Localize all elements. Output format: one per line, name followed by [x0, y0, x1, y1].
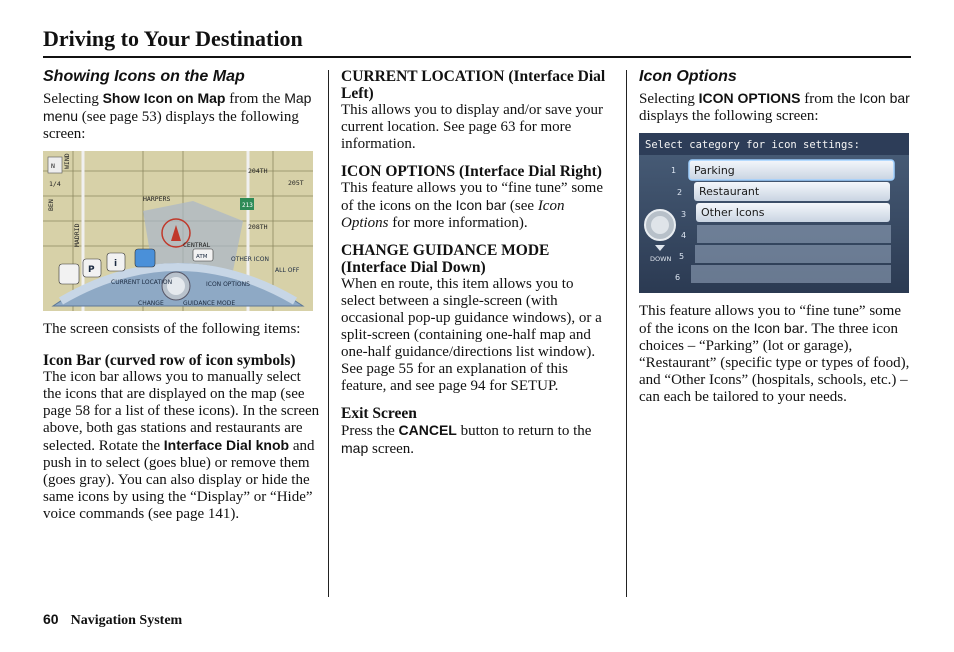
- map-street-label: WIND: [63, 153, 71, 169]
- paragraph-change-guidance: When en route, this item allows you to select between a single-screen (with occasional pop-up guidance windows), or a split-screen (containing one-half map and one-half guidance/directions list window). See page 55 for an explanation of this feature, and see page 94 for SETUP.: [341, 276, 602, 394]
- heading-current-location: CURRENT LOCATION (Interface Dial Left): [341, 68, 606, 102]
- column-divider-1: [328, 70, 329, 597]
- change-label: CHANGE: [138, 300, 164, 307]
- all-off-label: ALL OFF: [275, 267, 300, 274]
- column-2: [341, 68, 611, 458]
- map-street-label: 208TH: [248, 223, 268, 231]
- other-icon-label: OTHER ICON: [231, 256, 269, 263]
- heading-exit-screen: Exit Screen: [341, 405, 417, 422]
- parking-icon: P: [88, 265, 95, 275]
- map-street-label: CENTRAL: [183, 241, 211, 249]
- icon-options-label: ICON OPTIONS: [206, 281, 250, 288]
- section-heading-show-icons: Showing Icons on the Map: [43, 68, 245, 85]
- page-footer: [43, 611, 182, 629]
- heading-change-guidance: CHANGE GUIDANCE MODE (Interface Dial Down): [341, 242, 550, 276]
- option-restaurant: Restaurant: [699, 185, 760, 198]
- paragraph-screen-note: The screen consists of the following items:: [43, 321, 301, 337]
- paragraph-icon-options: This feature allows you to “fine tune” some of the icons on the Icon bar (see Icon Options for more information).: [341, 180, 604, 231]
- page-title: Driving to Your Destination: [43, 26, 303, 51]
- paragraph-exit-screen: Press the CANCEL button to return to the map screen.: [341, 422, 592, 457]
- map-north-label: N: [51, 162, 55, 170]
- column-1: [43, 68, 321, 523]
- paragraph-icon-options-detail: This feature allows you to “fine tune” some of the icons on the Icon bar. The three icon choices – “Parking” (lot or garage), “Restaurant” (specific type or types of food), and “Other Icons” (hospitals, schools, etc.) – can each be tailored to your needs.: [639, 303, 910, 405]
- map-route-badge: 213: [242, 202, 253, 209]
- heading-icon-bar: Icon Bar (curved row of icon symbols): [43, 352, 296, 369]
- gas-icon: [59, 264, 79, 284]
- paragraph-icon-options-intro: Selecting ICON OPTIONS from the Icon bar displays the following screen:: [639, 90, 910, 124]
- option-number: 3: [681, 210, 687, 219]
- heading-icon-options: ICON OPTIONS (Interface Dial Right): [341, 163, 602, 180]
- option-number: 2: [677, 188, 683, 197]
- map-street-label: HARPERS: [143, 195, 171, 203]
- footer-label: Navigation System: [70, 613, 183, 628]
- option-number: 6: [675, 273, 681, 282]
- option-parking: Parking: [694, 164, 735, 177]
- column-divider-2: [626, 70, 627, 597]
- option-number: 4: [681, 231, 687, 240]
- paragraph-intro: Selecting Show Icon on Map from the Map menu (see page 53) displays the following screen:: [43, 90, 312, 142]
- atm-icon: ATM: [196, 254, 208, 260]
- section-heading-icon-options: Icon Options: [639, 68, 737, 85]
- paragraph-current-location: This allows you to display and/or save your current location. See page 63 for more information.: [341, 102, 604, 152]
- current-location-label: CURRENT LOCATION: [111, 279, 173, 286]
- map-street-label: 204TH: [248, 167, 268, 175]
- option-number: 1: [671, 166, 677, 175]
- map-screen-image: [43, 151, 313, 311]
- page-number: 60: [43, 611, 59, 627]
- option-number: 5: [679, 252, 685, 261]
- title-rule: [43, 56, 911, 58]
- icon-screen-title: Select category for icon settings:: [645, 139, 860, 151]
- guidance-mode-label: GUIDANCE MODE: [183, 300, 236, 307]
- info-icon: i: [114, 259, 118, 269]
- down-label: DOWN: [650, 255, 672, 263]
- restaurant-icon: [135, 249, 155, 267]
- option-other-icons: Other Icons: [701, 206, 765, 219]
- map-street-label: 205T: [288, 179, 304, 187]
- column-3: [639, 68, 911, 406]
- icon-options-screen-image: [639, 133, 909, 293]
- map-street-label: MADRID: [73, 223, 81, 247]
- map-street-label: BEN: [47, 199, 55, 211]
- map-scale-label: 1/4: [49, 180, 61, 188]
- paragraph-icon-bar: The icon bar allows you to manually select the icons that are displayed on the map (see page 58 for a list of these icons). In the screen above, both gas stations and restaurants are selected. Rotate the Interface Dial knob and push in to select (goes blue) or remove them (goes gray). You can also display or hide the same icons by using the “Display” or “Hide” voice commands (see page 141).: [43, 369, 320, 522]
